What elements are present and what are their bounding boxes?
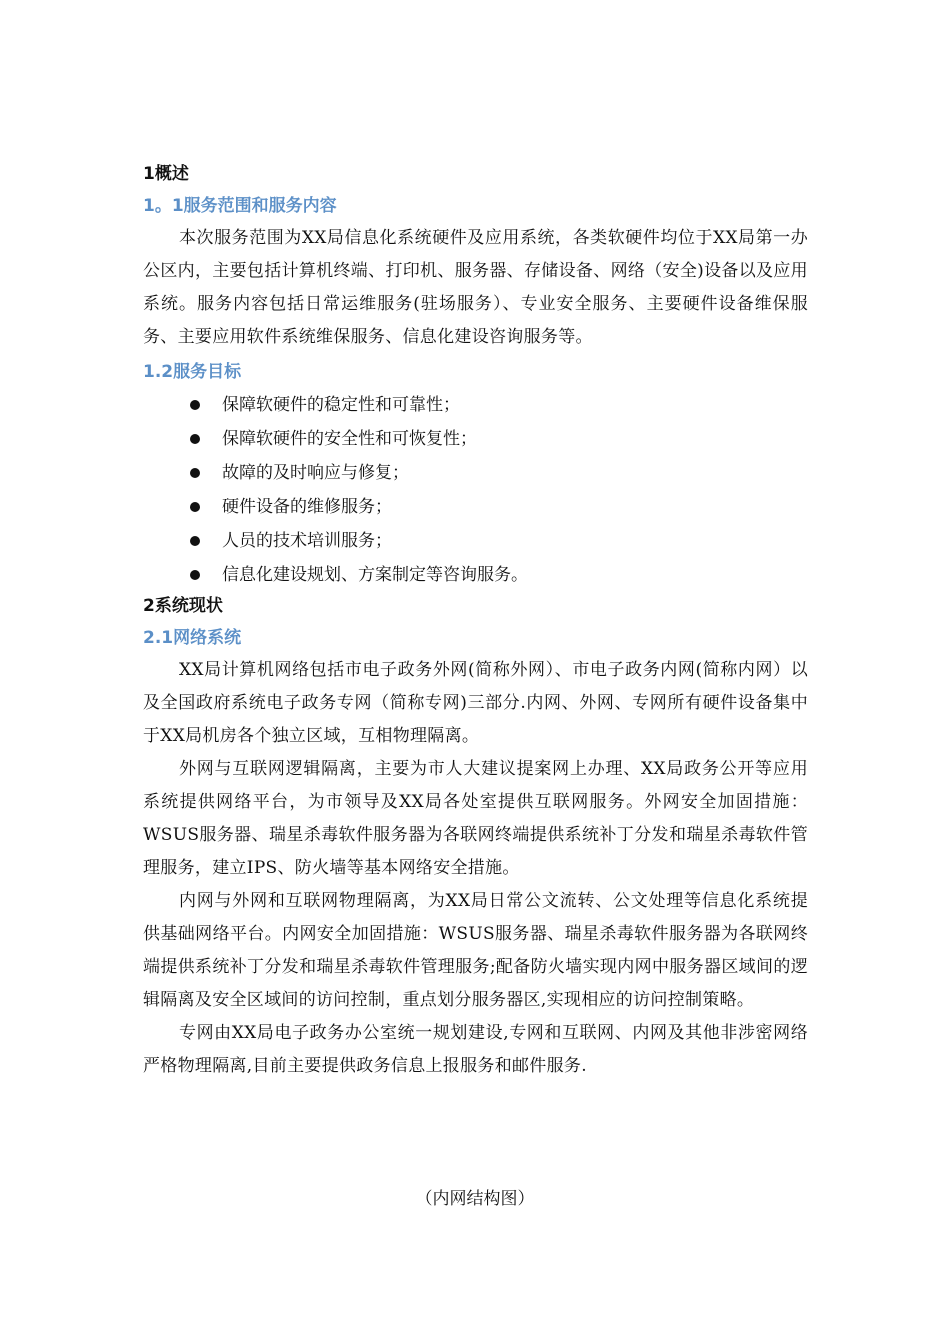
document-body	[143, 160, 808, 1083]
figure-caption: （内网结构图）	[415, 1189, 535, 1209]
bullet-icon	[190, 434, 200, 444]
goal-text: 故障的及时响应与修复；	[222, 463, 409, 483]
bullet-icon	[190, 502, 200, 512]
network-paragraph-1: XX局计算机网络包括市电子政务外网(简称外网）、市电子政务内网(简称内网）以及全国政府系统电子政务专网（简称专网)三部分.内网、外网、专网所有硬件设备集中于XX局机房各个独立区域，互相物理隔离。	[143, 660, 808, 746]
network-paragraph-4: 专网由XX局电子政务办公室统一规划建设,专网和互联网、内网及其他非涉密网络严格物理隔离,目前主要提供政务信息上报服务和邮件服务.	[143, 1023, 808, 1076]
bullet-icon	[190, 536, 200, 546]
subsection-heading-goals: 1.2服务目标	[143, 362, 242, 382]
goal-text: 人员的技术培训服务；	[222, 531, 392, 551]
list-item	[143, 456, 808, 490]
scope-paragraph: 本次服务范围为XX局信息化系统硬件及应用系统，各类软硬件均位于XX局第一办公区内，主要包括计算机终端、打印机、服务器、存储设备、网络（安全)设备以及应用系统。服务内容包括日常运维服务(驻场服务）、专业安全服务、主要硬件设备维保服务、主要应用软件系统维保服务、信息化建设咨询服务等。	[143, 228, 808, 347]
goal-text: 保障软硬件的稳定性和可靠性；	[222, 395, 460, 415]
goal-text: 硬件设备的维修服务；	[222, 497, 392, 517]
list-item	[143, 490, 808, 524]
list-item	[143, 388, 808, 422]
goal-text: 保障软硬件的安全性和可恢复性；	[222, 429, 477, 449]
network-paragraph-2: 外网与互联网逻辑隔离，主要为市人大建议提案网上办理、XX局政务公开等应用系统提供网络平台，为市领导及XX局各处室提供互联网服务。外网安全加固措施：WSUS服务器、瑞星杀毒软件服务器为各联网终端提供系统补丁分发和瑞星杀毒软件管理服务，建立IPS、防火墙等基本网络安全措施。	[143, 759, 808, 878]
list-item	[143, 422, 808, 456]
subsection-heading-scope: 1。1服务范围和服务内容	[143, 196, 337, 216]
network-paragraph-3: 内网与外网和互联网物理隔离，为XX局日常公文流转、公文处理等信息化系统提供基础网络平台。内网安全加固措施：WSUS服务器、瑞星杀毒软件服务器为各联网终端提供系统补丁分发和瑞星杀毒软件管理服务;配备防火墙实现内网中服务器区域间的逻辑隔离及安全区域间的访问控制，重点划分服务器区,实现相应的访问控制策略。	[143, 891, 808, 1010]
list-item	[143, 524, 808, 558]
bullet-icon	[190, 400, 200, 410]
subsection-heading-network: 2.1网络系统	[143, 628, 242, 648]
section-heading-system-status: 2系统现状	[143, 596, 223, 616]
bullet-icon	[190, 570, 200, 580]
list-item	[143, 558, 808, 592]
goal-text: 信息化建设规划、方案制定等咨询服务。	[222, 565, 528, 585]
bullet-icon	[190, 468, 200, 478]
section-heading-overview: 1概述	[143, 164, 189, 184]
goals-list	[143, 388, 808, 592]
